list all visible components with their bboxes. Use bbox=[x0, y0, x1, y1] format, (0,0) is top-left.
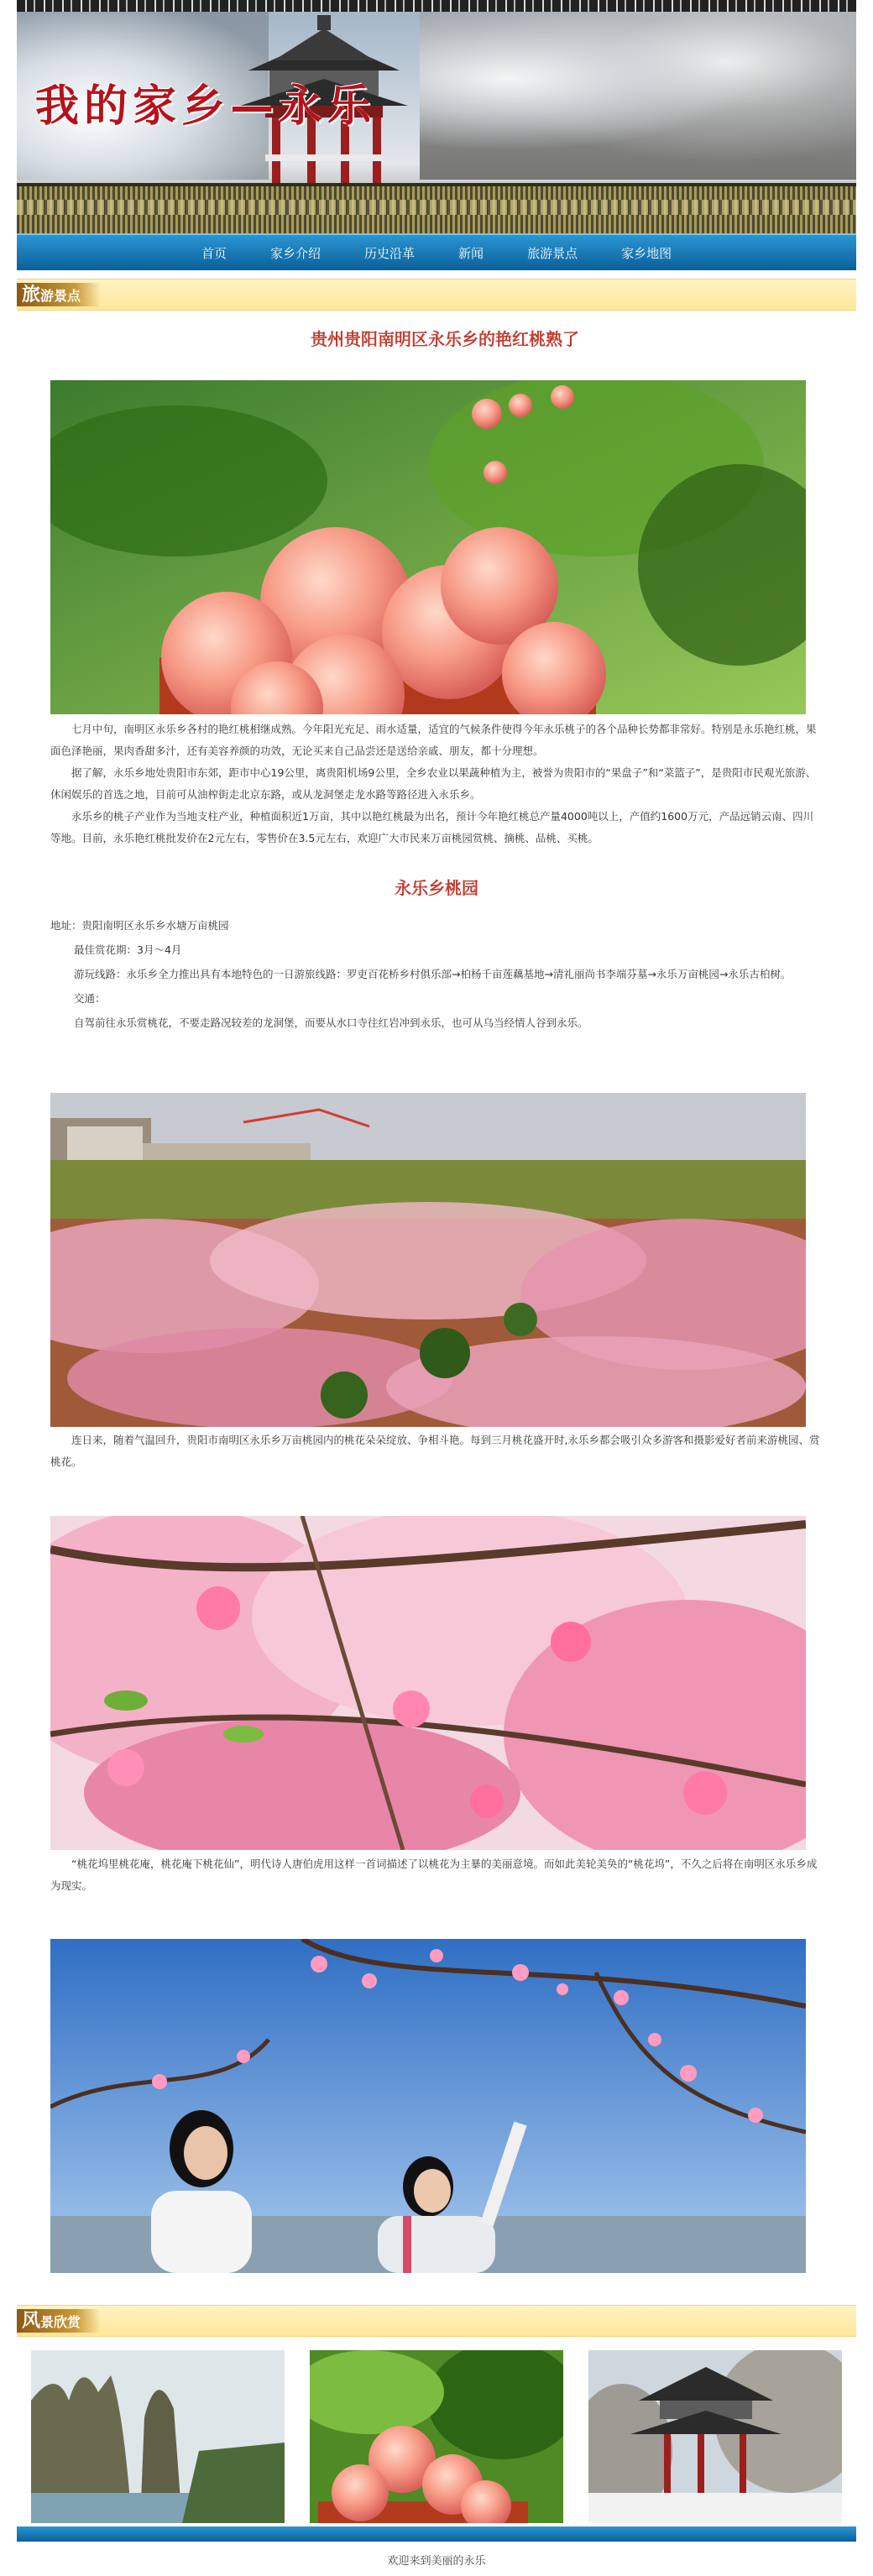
nav-history[interactable]: 历史沿革 bbox=[364, 245, 416, 261]
blossom-caption: “桃花坞里桃花庵，桃花庵下桃花仙”，明代诗人唐伯虎用这样一首词描述了以桃花为主暴的美丽意境。而如此美轮美奂的“桃花坞”，不久之后将在南明区永乐乡成为现实。 bbox=[50, 1858, 818, 1892]
blossom-photo bbox=[50, 1516, 806, 1850]
main-nav bbox=[17, 233, 856, 270]
banner-snowy-trees bbox=[420, 12, 856, 180]
page bbox=[17, 0, 873, 2576]
gallery-pavilion-photo[interactable] bbox=[588, 2350, 842, 2523]
article-paragraph: 永乐乡的桃子产业作为当地支柱产业，种植面积近1万亩，其中以艳红桃最为出名，预计今年艳红桃总产量4000吨以上，产值约1600万元，产品远销云南、四川等地。目前，永乐艳红桃批发价在2元左右，零售价在3.5元左右，欢迎广大市民来万亩桃园赏桃、摘桃、品桃、买桃。 bbox=[50, 810, 814, 844]
nav-news[interactable]: 新闻 bbox=[458, 245, 484, 261]
peach-photo bbox=[50, 380, 806, 714]
article-body bbox=[50, 718, 823, 849]
orchard-best-season: 最佳赏花期：3月～4月 bbox=[74, 943, 182, 956]
nav-home[interactable]: 首页 bbox=[201, 245, 227, 261]
orchard-route: 游玩线路：永乐乡全力推出具有本地特色的一日游旅线路：罗吏百花桥乡村俱乐部→柏杨千亩莲藕基地→清礼丽尚书李端芬墓→永乐万亩桃园→永乐古柏树。 bbox=[74, 968, 792, 980]
article-title: 贵州贵阳南明区永乐乡的艳红桃熟了 bbox=[311, 329, 579, 349]
section-header-attractions bbox=[17, 279, 856, 311]
article-paragraph: 七月中旬，南明区永乐乡各村的艳红桃相继成熟。今年阳光充足、雨水适量，适宜的气候条件使得今年永乐桃子的各个品种长势都非常好。特别是永乐艳红桃，果面色泽艳丽，果肉香甜多汁，还有美容养颜的功效，无论买来自己品尝还是送给亲戚、朋友，都十分理想。 bbox=[50, 723, 817, 757]
gallery-karst-photo[interactable] bbox=[31, 2350, 285, 2523]
article-paragraph: 据了解，永乐乡地处贵阳市东郊，距市中心19公里，离贵阳机场9公里，全乡农业以果蔬种植为主，被誉为贵阳市的“果盘子”和“菜篮子”，是贵阳市民观光旅游、休闲娱乐的首选之地，目前可从油榨街走北京东路，或从龙洞堡走龙水路等路径进入永乐乡。 bbox=[50, 766, 817, 801]
section-tag: 风景欣赏 bbox=[17, 2309, 101, 2333]
section-tag: 旅游景点 bbox=[17, 283, 101, 306]
footer-text: 欢迎来到美丽的永乐 bbox=[387, 2555, 486, 2568]
orchard-transport-detail: 自驾前往永乐赏桃花，不要走路况较差的龙洞堡，而要从水口寺往红岩冲到永乐，也可从乌当经情人谷到永乐。 bbox=[74, 1016, 588, 1029]
orchard-photo bbox=[50, 1093, 806, 1427]
nav-attractions[interactable]: 旅游景点 bbox=[527, 245, 578, 261]
visitors-photo bbox=[50, 1939, 806, 2273]
nav-map[interactable]: 家乡地图 bbox=[621, 245, 672, 261]
site-banner bbox=[17, 0, 856, 233]
orchard-address: 地址：贵阳南明区永乐乡水塘万亩桃园 bbox=[50, 919, 229, 932]
orchard-caption: 连日来，随着气温回升，贵阳市南明区永乐乡万亩桃园内的桃花朵朵绽放、争相斗艳。每到三月桃花盛开时,永乐乡都会吸引众多游客和摄影爱好者前来游桃园、赏桃花。 bbox=[50, 1434, 820, 1468]
orchard-transport-label: 交通： bbox=[74, 992, 106, 1005]
site-title: 我的家乡—永乐 bbox=[35, 81, 377, 132]
banner-fence bbox=[17, 183, 856, 233]
orchard-info bbox=[50, 913, 823, 1035]
nav-hometown-intro[interactable]: 家乡介绍 bbox=[270, 245, 321, 261]
gallery-peach-photo[interactable] bbox=[310, 2350, 563, 2523]
section-header-scenery bbox=[17, 2305, 856, 2337]
banner-border bbox=[17, 0, 856, 12]
footer-bar bbox=[17, 2526, 856, 2542]
orchard-title: 永乐乡桃园 bbox=[395, 878, 478, 898]
scenery-gallery bbox=[31, 2350, 842, 2523]
